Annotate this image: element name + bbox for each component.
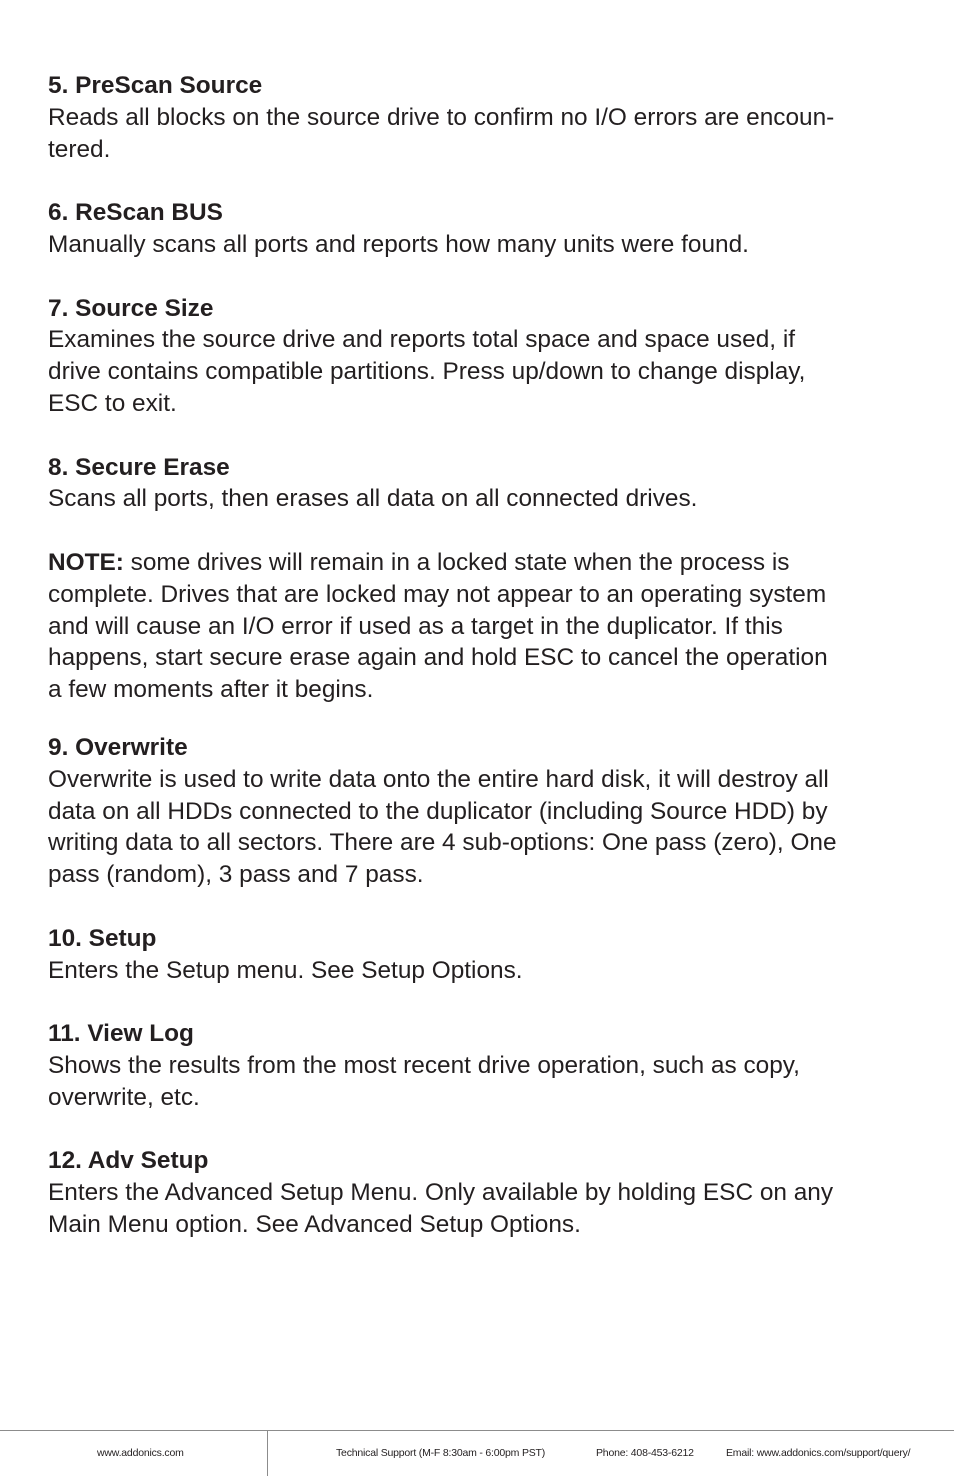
spacer: [48, 165, 910, 197]
section-text-line: Examines the source drive and reports total space and space used, if: [48, 326, 796, 354]
section-text-line: writing data to all sectors. There are 4 sub-options: One pass (zero), One: [48, 829, 837, 857]
section-text-line: pass (random), 3 pass and 7 pass.: [48, 861, 424, 889]
section-text-line: Reads all blocks on the source drive to confirm no I/O errors are encoun-: [48, 103, 835, 131]
footer-phone: Phone: 408-453-6212: [596, 1447, 694, 1459]
section-heading: 5. PreScan Source: [48, 72, 263, 99]
note-text-line: happens, start secure erase again and hold ESC to cancel the operation: [48, 644, 828, 672]
section-heading: 8. Secure Erase: [48, 453, 230, 481]
note-label: NOTE:: [48, 548, 124, 576]
section-setup: [48, 923, 910, 987]
note-text-line: and will cause an I/O error if used as a target in the duplicator. If this: [48, 612, 783, 640]
section-rescan-bus: [48, 197, 910, 261]
section-text-line: drive contains compatible partitions. Press up/down to change display,: [48, 358, 806, 386]
footer-divider: [267, 1431, 268, 1476]
note-text-line: complete. Drives that are locked may not appear to an operating system: [48, 580, 827, 608]
spacer: [48, 420, 910, 452]
section-text-line: overwrite, etc.: [48, 1083, 200, 1111]
section-heading: 10. Setup: [48, 924, 157, 952]
section-source-size: [48, 293, 910, 420]
spacer: [48, 515, 910, 547]
section-text-line: Overwrite is used to write data onto the entire hard disk, it will destroy all: [48, 765, 829, 793]
section-text-line: Enters the Setup menu. See Setup Options.: [48, 956, 523, 984]
spacer: [48, 261, 910, 293]
footer-email: Email: www.addonics.com/support/query/: [726, 1447, 911, 1459]
section-heading: 12. Adv Setup: [48, 1147, 209, 1175]
section-text-line: Main Menu option. See Advanced Setup Options.: [48, 1210, 581, 1238]
footer-website: www.addonics.com: [97, 1447, 184, 1459]
section-heading: 11. View Log: [48, 1020, 194, 1048]
page-footer: [0, 1430, 954, 1476]
note-text: some drives will remain in a locked state when the process is: [123, 548, 790, 576]
section-heading: 6. ReScan BUS: [48, 199, 223, 227]
section-text-line: Shows the results from the most recent drive operation, such as copy,: [48, 1051, 800, 1079]
footer-support-hours: Technical Support (M-F 8:30am - 6:00pm PST): [336, 1447, 546, 1459]
section-text-line: Manually scans all ports and reports how many units were found.: [48, 230, 749, 258]
section-text-line: data on all HDDs connected to the duplicator (including Source HDD) by: [48, 797, 828, 825]
section-heading: 9. Overwrite: [48, 733, 188, 761]
section-overwrite: [48, 732, 910, 891]
note-block: [48, 547, 910, 706]
spacer: [48, 706, 910, 732]
spacer: [48, 1114, 910, 1146]
spacer: [48, 986, 910, 1018]
section-view-log: [48, 1018, 910, 1113]
note-first-line: [48, 547, 910, 579]
section-adv-setup: [48, 1145, 910, 1240]
section-secure-erase: [48, 452, 910, 516]
section-text-line: Scans all ports, then erases all data on all connected drives.: [48, 485, 698, 513]
spacer: [48, 891, 910, 923]
section-text-line: ESC to exit.: [48, 389, 177, 417]
section-text-line: tered.: [48, 135, 111, 163]
note-text-line: a few moments after it begins.: [48, 676, 374, 704]
section-prescan-source: [48, 70, 910, 165]
document-body: [48, 70, 910, 1241]
section-heading: 7. Source Size: [48, 294, 214, 322]
section-text-line: Enters the Advanced Setup Menu. Only available by holding ESC on any: [48, 1179, 834, 1207]
